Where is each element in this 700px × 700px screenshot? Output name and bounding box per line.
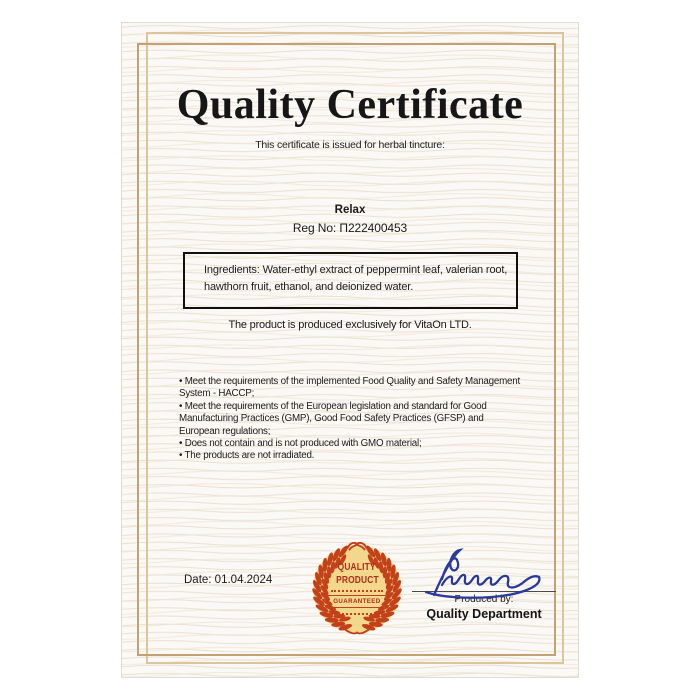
issue-date: Date: 01.04.2024 bbox=[184, 574, 273, 586]
requirement-item: • Meet the requirements of the European legislation and standard for Good Manufacturing Practices (GMP), Good Food Safety Practices (GFSP) and European regulations; bbox=[179, 400, 487, 437]
signature-line bbox=[412, 591, 556, 592]
quality-badge-text bbox=[303, 562, 411, 617]
badge-dotted-divider bbox=[331, 613, 383, 615]
product-name: Relax bbox=[334, 204, 366, 216]
badge-word-product: PRODUCT bbox=[335, 574, 379, 586]
badge-word-quality: QUALITY bbox=[337, 562, 377, 573]
requirements-list bbox=[179, 376, 521, 463]
ingredients-text: Ingredients: Water-ethyl extract of peppermint leaf, valerian root, hawthorn fruit, ethanol, and deionized water. bbox=[204, 264, 508, 293]
exclusive-production-line: The product is produced exclusively for VitaOn LTD. bbox=[228, 319, 472, 331]
badge-dotted-divider bbox=[331, 590, 383, 592]
badge-word-guaranteed: GUARANTEED bbox=[328, 595, 387, 608]
signature-block bbox=[404, 541, 564, 651]
certificate-title: Quality Certificate bbox=[176, 82, 524, 128]
requirement-item: • Meet the requirements of the implemented Food Quality and Safety Management System - HACCP; bbox=[179, 376, 521, 400]
ingredients-box bbox=[183, 252, 518, 309]
certificate-page bbox=[121, 22, 579, 678]
quality-department-label: Quality Department bbox=[426, 607, 542, 621]
quality-badge bbox=[303, 535, 411, 643]
registration-number: Reg No: Π222400453 bbox=[292, 221, 408, 235]
requirement-item: • The products are not irradiated. bbox=[179, 450, 315, 462]
produced-by-label: Produced by: bbox=[454, 594, 514, 605]
requirement-item: • Does not contain and is not produced with GMO material; bbox=[179, 438, 422, 450]
certificate-subtitle: This certificate is issued for herbal tincture: bbox=[255, 139, 445, 151]
